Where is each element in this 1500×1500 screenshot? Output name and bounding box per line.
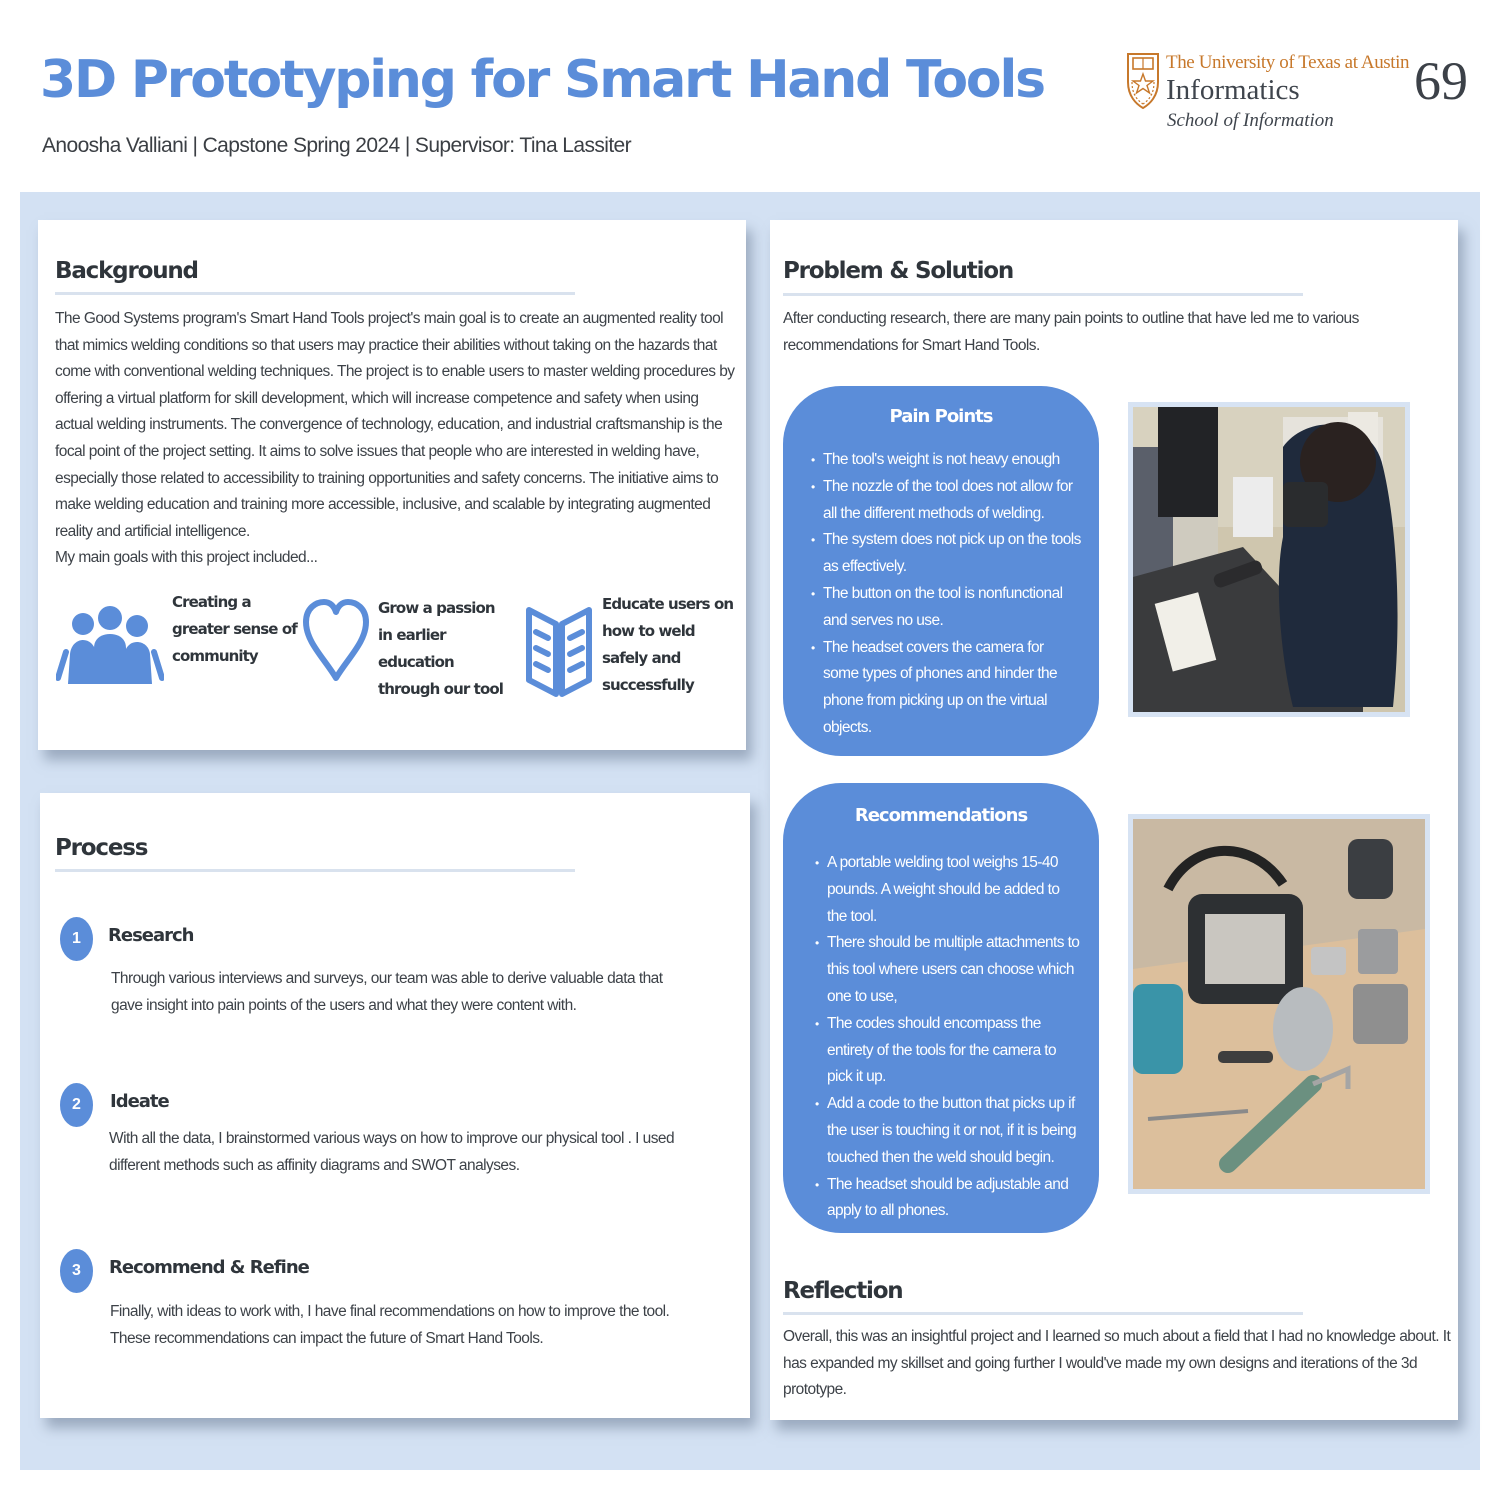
pain-points-heading: Pain Points	[889, 406, 993, 427]
pain-point-item: • The system does not pick up on the tools as effectively.	[811, 527, 1081, 581]
goal-educate-text: Educate users on how to weld safely and successfully	[602, 595, 734, 694]
goals-intro: My main goals with this project included...	[55, 549, 318, 566]
goal-passion	[302, 599, 508, 703]
book-icon	[526, 602, 592, 700]
pain-point-item: • The nozzle of the tool does not allow for all the different methods of welding.	[811, 474, 1081, 528]
goal-community	[56, 593, 302, 684]
goal-educate	[526, 595, 737, 700]
problem-solution-heading: Problem & Solution	[783, 258, 1014, 284]
prototype-parts-image	[1133, 819, 1425, 1189]
poster-title: 3D Prototyping for Smart Hand Tools	[40, 50, 1044, 110]
pain-points-box	[783, 386, 1099, 756]
step-1-body: Through various interviews and surveys, our team was able to derive valuable data that gave insight into pain points of the users and what they were content with.	[111, 970, 663, 1014]
logo-school: School of Information	[1167, 110, 1334, 131]
step-3-title: Recommend & Refine	[109, 1257, 309, 1278]
background-body: The Good Systems program's Smart Hand Tools project's main goal is to create an augmented reality tool that mimics welding conditions so that users may practice their abilities without taking on the hazards that come with conventional welding techniques. The project is to enable users to master welding procedures by offering a virtual platform for skill development, which will increase competence and safety when using actual welding instruments. The convergence of technology, education, and industrial craftsmanship is the focal point of the project setting. It aims to solve issues that people who are interested in welding have, especially those related to accessibility to training opportunities and safety concerns. The initiative aims to make welding education and training more accessible, inclusive, and scalable by integrating augmented reality and artificial intelligence.	[55, 310, 735, 540]
goal-passion-text: Grow a passion in earlier education through our tool	[378, 599, 503, 698]
pain-points-list	[811, 447, 1081, 742]
ut-informatics-logo	[1126, 48, 1410, 138]
recommendations-heading: Recommendations	[854, 805, 1028, 826]
step-3-badge: 3	[60, 1249, 93, 1293]
pain-point-item: • The tool's weight is not heavy enough	[811, 447, 1081, 474]
background-heading: Background	[55, 258, 198, 284]
section-divider	[783, 1312, 1303, 1315]
logo-unit: Informatics	[1166, 74, 1300, 106]
problem-solution-intro: After conducting research, there are many pain points to outline that have led me to various recommendations for Smart Hand Tools.	[783, 310, 1359, 354]
recommendation-item: • The headset should be adjustable and apply to all phones.	[815, 1172, 1081, 1226]
recommendation-item: • Add a code to the button that picks up if the user is touching it or not, if it is being touched then the weld should begin.	[815, 1091, 1081, 1171]
step-2-body: With all the data, I brainstormed various ways on how to improve our physical tool . I used different methods such as affinity diagrams and SWOT analyses.	[109, 1130, 675, 1174]
prototype-parts-photo	[1128, 814, 1430, 1194]
pain-point-item: • The button on the tool is nonfunctional and serves no use.	[811, 581, 1081, 635]
recommendation-item: • A portable welding tool weighs 15-40 pounds. A weight should be added to the tool.	[815, 850, 1081, 930]
community-icon	[56, 604, 164, 684]
recommendations-box	[783, 783, 1099, 1233]
reflection-body: Overall, this was an insightful project and I learned so much about a field that I had no knowledge about. It has expanded my skillset and going further I would've made my own designs and iterations of the 3d prototype.	[783, 1328, 1451, 1399]
ut-shield-icon	[1126, 52, 1160, 110]
recommendation-item: • There should be multiple attachments to this tool where users can choose which one to use,	[815, 930, 1081, 1010]
process-card	[40, 793, 750, 1418]
step-1-title: Research	[108, 925, 194, 946]
page-number: 69	[1414, 51, 1468, 111]
section-divider	[55, 292, 575, 295]
process-heading: Process	[55, 835, 148, 861]
goal-community-text: Creating a greater sense of community	[172, 593, 297, 665]
user-testing-image	[1133, 407, 1405, 712]
recommendation-item: • The codes should encompass the entirety of the tools for the camera to pick it up.	[815, 1011, 1081, 1091]
heart-icon	[302, 598, 370, 684]
section-divider	[783, 293, 1303, 296]
step-2-badge: 2	[60, 1083, 93, 1127]
recommendations-list	[815, 850, 1081, 1225]
reflection-heading: Reflection	[783, 1278, 903, 1304]
logo-university: The University of Texas at Austin	[1166, 52, 1410, 73]
step-3-body: Finally, with ideas to work with, I have final recommendations on how to improve the tool. These recommendations can impact the future of Smart Hand Tools.	[110, 1303, 670, 1347]
pain-point-item: • The headset covers the camera for some types of phones and hinder the phone from picking up on the virtual objects.	[811, 635, 1081, 742]
problem-solution-card	[770, 220, 1458, 1420]
step-1-badge: 1	[60, 917, 93, 961]
step-2-title: Ideate	[110, 1091, 169, 1112]
user-testing-photo	[1128, 402, 1410, 717]
background-card	[38, 220, 746, 750]
poster-subtitle: Anoosha Valliani | Capstone Spring 2024 | Supervisor: Tina Lassiter	[42, 134, 632, 157]
section-divider	[55, 869, 575, 872]
